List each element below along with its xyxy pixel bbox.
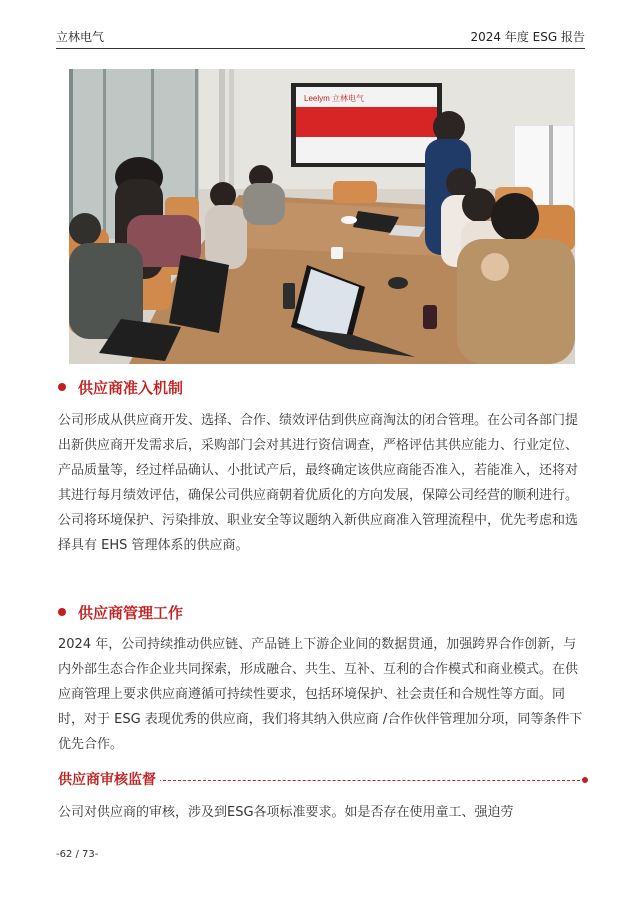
- section-heading-supplier-admission: [58, 378, 183, 398]
- bullet-icon: [58, 608, 66, 616]
- audit-heading: [58, 770, 588, 792]
- section-body-supplier-admission: 公司形成从供应商开发、选择、合作、绩效评估到供应商淘汰的闭合管理。在公司各部门提出新供应商开发需求后，采购部门会对其进行资信调查，严格评估其供应能力、行业定位、产品质量等，经过样品确认、小批试产后，最终确定该供应商能否准入，若能准入，还将对其进行每月绩效评估，确保公司供应商朝着优质化的方向发展，保障公司经营的顺利进行。公司将环境保护、污染排放、职业安全等议题纳入新供应商准入管理流程中，优先考虑和选择具有 EHS 管理体系的供应商。: [58, 413, 579, 553]
- company-name: 立林电气: [56, 30, 105, 44]
- page-number: -62 / 73-: [56, 849, 99, 860]
- audit-title: 供应商审核监督: [58, 770, 160, 790]
- dashed-divider: [153, 780, 580, 781]
- divider-end-dot-icon: [582, 777, 588, 783]
- bullet-icon: [58, 383, 66, 391]
- meeting-photo: [69, 69, 575, 364]
- page-header: [56, 28, 585, 49]
- meeting-photo-illustration: [69, 69, 575, 364]
- report-title: 2024 年度 ESG 报告: [470, 30, 585, 44]
- section-title: 供应商管理工作: [78, 604, 184, 622]
- screen-logo: Leelym 立林电气: [304, 94, 365, 103]
- audit-body: 公司对供应商的审核，涉及到ESG各项标准要求。如是否存在使用童工、强迫劳: [58, 805, 514, 820]
- section-heading-supplier-management: [58, 603, 183, 623]
- section-body-supplier-management: 2024 年，公司持续推动供应链、产品链上下游企业间的数据贯通，加强跨界合作创新，与内外部生态合作企业共同探索，形成融合、共生、互补、互利的合作模式和商业模式。在供应商管理上要求供应商遵循可持续性要求，包括环境保护、社会责任和合规性等方面。同时，对于 ESG 表现优秀的供应商，我们将其纳入供应商 /合作伙伴管理加分项，同等条件下优先合作。: [58, 637, 583, 752]
- section-title: 供应商准入机制: [78, 379, 184, 397]
